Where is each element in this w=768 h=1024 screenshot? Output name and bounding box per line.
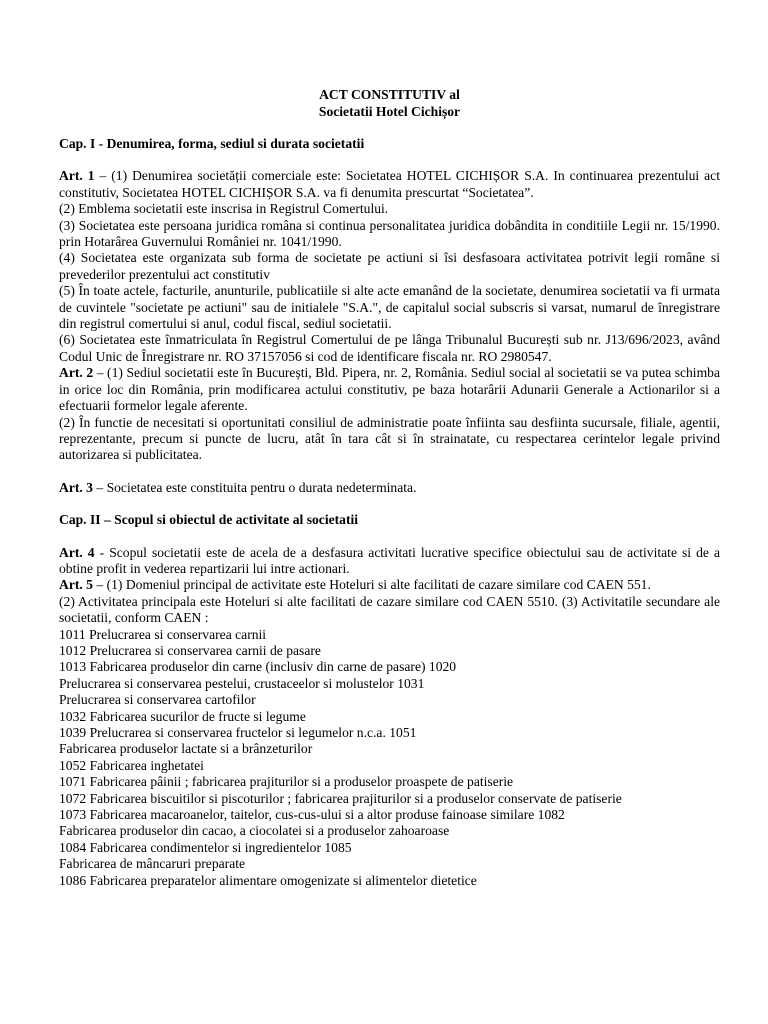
art-2-text-1: – (1) Sediul societatii este în București, Bld. Pipera, nr. 2, România. Sediul social al societatii se va putea schimba in orice loc din România, prin modificarea actului constitutiv, pe baza hotarârii Adunarii Generale a Actionarilor si a efectuarii formelor legale aferente.	[59, 365, 720, 414]
art-1-paragraph-4: (4) Societatea este organizata sub forma de societate pe actiuni si îsi desfasoara activitatea potrivit legii române si prevederilor prezentului act constitutiv	[59, 250, 720, 282]
document-title-line1: ACT CONSTITUTIV al	[319, 87, 460, 102]
caen-line: 1073 Fabricarea macaroanelor, taitelor, cus-cus-ului si a altor produse fainoase similare 1082	[59, 807, 565, 823]
art-5-paragraph-2: (2) Activitatea principala este Hoteluri si alte facilitati de cazare similare cod CAEN 5510. (3) Activitatile secundare ale societatii, conform CAEN :	[59, 593, 720, 626]
caen-line: Fabricarea de mâncaruri preparate	[59, 856, 246, 872]
caen-line: 1013 Fabricarea produselor din carne (inclusiv din carne de pasare) 1020	[59, 659, 457, 675]
caen-line: 1011 Prelucrarea si conservarea carnii	[59, 626, 267, 642]
document-title-line2: Societatii Hotel Cichișor	[318, 104, 461, 119]
caen-line: 1084 Fabricarea condimentelor si ingredientelor 1085	[59, 839, 352, 855]
caen-line: 1072 Fabricarea biscuitilor si piscoturilor ; fabricarea prajiturilor si a produselor conservate de patiserie	[59, 790, 622, 806]
art-1-paragraph-6: (6) Societatea este înmatriculata în Registrul Comertului de pe lânga Tribunalul București sub nr. J13/696/2023, având Codul Unic de Înregistrare nr. RO 37157056 si cod de identificare fiscala nr. RO 2980547.	[59, 332, 720, 364]
caen-line: Fabricarea produselor din cacao, a ciocolatei si a produselor zahoaroase	[59, 823, 450, 839]
art-4-text: - Scopul societatii este de acela de a desfasura activitati lucrative specifice obiectului sau de activitate si de a obtine profit in vederea repartizarii lui intre actionari.	[59, 544, 720, 576]
art-3-text: – Societatea este constituita pentru o durata nedeterminata.	[92, 479, 417, 495]
art-4-paragraph	[59, 545, 720, 578]
caen-line: 1086 Fabricarea preparatelor alimentare omogenizate si alimentelor dietetice	[59, 872, 477, 888]
art-1-text-1: – (1) Denumirea societății comerciale este: Societatea HOTEL CICHIȘOR S.A. In continuarea prezentului act constitutiv, Societatea HOTEL CICHIȘOR S.A. va fi denumita prescurtat “Societatea”.	[59, 168, 720, 200]
art-3-paragraph	[59, 480, 720, 496]
caen-line: Prelucrarea si conservarea pestelui, crustaceelor si molustelor 1031	[59, 675, 425, 691]
chapter-2-heading: Cap. II – Scopul si obiectul de activitate al societatii	[59, 512, 359, 528]
art-5-paragraph-1	[59, 577, 720, 593]
art-1-paragraph-1	[59, 168, 720, 201]
art-1-paragraph-2: (2) Emblema societatii este inscrisa in Registrul Comertului.	[59, 201, 389, 217]
art-1-paragraph-3: (3) Societatea este persoana juridica româna si continua personalitatea juridica dobândita in conditiile Legii nr. 15/1990. prin Hotarârea Guvernului României nr. 1041/1990.	[59, 217, 720, 250]
caen-activity-list	[59, 627, 720, 890]
caen-line: Fabricarea produselor lactate si a brânzeturilor	[59, 741, 313, 757]
art-5-text-1: – (1) Domeniul principal de activitate este Hoteluri si alte facilitati de cazare similare cod CAEN 551.	[92, 577, 651, 593]
art-2-paragraph-2: (2) În functie de necesitati si oportunitati consiliul de administratie poate înfiinta sau desfiinta sucursale, filiale, agentii, reprezentante, precum si puncte de lucru, atât în tara cât si în strainatate, cu respectarea cerintelor legale privind autorizarea si publicitatea.	[59, 414, 720, 463]
art-2-label: Art. 2	[59, 365, 94, 381]
caen-line: 1052 Fabricarea inghetatei	[59, 757, 204, 773]
caen-line: Prelucrarea si conservarea cartofilor	[59, 692, 256, 708]
art-1-paragraph-5: (5) În toate actele, facturile, anunturile, publicatiile si alte acte emanând de la societate, denumirea societatii va fi urmata de cuvintele "societate pe actiuni" sau de initialele "S.A.", de capitalul social subscris si varsat, numarul de înregistrare din registrul comertului si anul, codul fiscal, sediul societatii.	[59, 283, 720, 332]
art-4-label: Art. 4	[59, 544, 95, 560]
caen-line: 1032 Fabricarea sucurilor de fructe si legume	[59, 708, 306, 724]
art-3-label: Art. 3	[59, 479, 93, 495]
art-2-paragraph-1	[59, 365, 720, 414]
chapter-1-heading: Cap. I - Denumirea, forma, sediul si durata societatii	[59, 136, 365, 151]
caen-line: 1071 Fabricarea pâinii ; fabricarea prajiturilor si a produselor proaspete de patiserie	[59, 774, 514, 790]
art-5-label: Art. 5	[59, 577, 93, 593]
art-1-label: Art. 1	[59, 168, 95, 184]
caen-line: 1039 Prelucrarea si conservarea fructelor si legumelor n.c.a. 1051	[59, 725, 417, 740]
caen-line: 1012 Prelucrarea si conservarea carnii de pasare	[59, 642, 321, 658]
